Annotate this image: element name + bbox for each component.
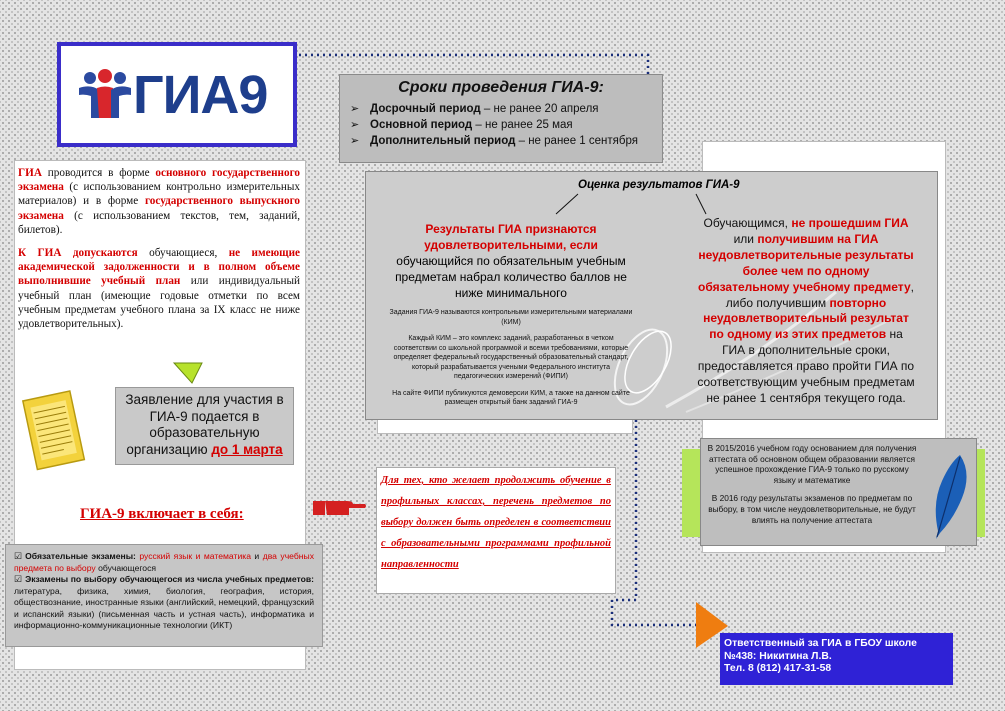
exams-mandatory [14,551,314,574]
feather-icon [922,453,972,543]
profile-text: Для тех, кто желает продолжить обучение в профильных классах, перечень предметов по выбору должен быть определен в соответствии с образовательными программами профильной направленности [381,475,611,570]
statement-box [115,387,294,465]
elective-list: литература, физика, химия, биология, география, история, обществознание, иностранные языки (английский, немецкий, французский и испанский языки) (письменная часть и устная часть), информатика и информационно-коммуникационные технологии (ИКТ) [14,585,314,630]
deadline-value: – не ранее 1 сентября [515,135,638,147]
mandatory-choice: два учебных предмета по выбору [14,551,314,573]
deadline-label: Основной период [370,119,473,131]
profile-classes-box [376,467,616,594]
arrow-icon: ➢ [350,135,360,147]
pointing-hand-icon [313,495,367,519]
deadline-label: Дополнительный период [370,135,516,147]
evaluation-title: Оценка результатов ГИА-9 [578,179,740,191]
eval-right-e: , либо получившим [725,279,914,310]
deadline-value: – не ранее 20 апреля [480,103,599,115]
eval-right-c: или [733,231,758,246]
mandatory-and: и [250,551,263,561]
evaluation-small-3: На сайте ФИПИ публикуются демоверсии КИМ, а также на данном сайте размещен открытый банк заданий ГИА-9 [392,389,630,406]
intro-paragraph-2 [18,246,300,331]
note-text-1: В 2015/2016 учебном году основанием для получения аттестата об основном общем образовании является успешное прохождение ГИА-9 только по русскому языку и математике [707,443,917,485]
arrow-icon: ➢ [350,119,360,131]
intro-text-3: (с использованием текстов, тем, заданий, билетов). [18,209,300,236]
mandatory-end: обучающегося [95,562,157,573]
eval-right-f: повторно неудовлетворительный результат по одному из этих предметов [703,295,909,342]
gia9-logo [57,42,297,147]
evaluation-small-1: Задания ГИА-9 называются контрольными измерительными материалами (КИМ) [389,309,633,326]
statement-deadline: до 1 марта [211,441,283,457]
eval-right-a: Обучающимся, [703,216,792,230]
document-icon [20,387,90,477]
deadlines-title: Сроки проведения ГИА-9: [398,79,604,96]
note-box [700,438,977,546]
intro-admission: К ГИА допускаются [18,247,138,260]
intro-gve: государственного выпускного экзамена [18,195,300,222]
mandatory-subjects: русский язык и математика [135,551,251,561]
arrow-icon: ➢ [350,103,360,115]
exams-elective [14,574,314,632]
evaluation-left-main [388,221,634,301]
evaluation-left-red: Результаты ГИА признаются удовлетворительными, если [424,222,598,252]
contact-line-2: №438: Никитина Л.В. [724,650,832,662]
statement-text: Заявление для участия в ГИА-9 подается в образовательную организацию [125,392,284,457]
eval-right-d: получившим на ГИА неудовлетворительные результаты более чем по одному обязательному учебному предмету [698,231,914,294]
intro-paragraph-1 [18,166,300,237]
evaluation-right [696,216,916,407]
intro-text-1: проводится в форме [41,167,156,179]
intro-text-4: обучающиеся, [137,247,229,260]
exams-box [5,544,323,647]
eval-right-g: на ГИА в дополнительные сроки, предоставляется право пройти ГИА по соответствующим учебным предметам не ранее 1 сентября текущего года. [697,327,915,405]
intro-text [18,166,300,340]
intro-condition: не имеющие академической задолженности и в полном объеме выполнившие учебный план [18,247,300,288]
deadline-value: – не ранее 25 мая [472,119,573,131]
intro-text-2: (с использованием контрольно измерительных материалов) и в форме [18,181,300,208]
gia-includes-title: ГИА-9 включает в себя: [80,506,244,522]
note-text-2: В 2016 году результаты экзаменов по предметам по выбору, в том числе неудовлетворительные, не будут влиять на получение аттестата [708,493,916,525]
deadline-additional [350,133,652,149]
evaluation-left [388,221,634,408]
checkbox-icon: ☑ [14,551,23,561]
logo-figure-icon [77,68,133,120]
deadline-label: Досрочный период [370,103,481,115]
checkbox-icon: ☑ [14,574,23,584]
evaluation-small-2: Каждый КИМ – это комплекс заданий, разработанных в четком соответствии со школьной программой и всеми требованиями, которые определяет федеральный государственный образовательный стандарт, который разрабатывается учеными Федерального института педагогических измерений (ФИПИ) [393,335,629,380]
contact-line-1: Ответственный за ГИА в ГБОУ школе [724,638,917,649]
deadlines-box [339,74,663,163]
mandatory-label: Обязательные экзамены: [25,551,136,561]
evaluation-left-text: обучающийся по обязательным учебным предметам набрал количество баллов не ниже минимального [395,254,627,300]
intro-oge: основного государственного экзамена [18,167,300,194]
logo-text: ГИА9 [133,65,268,125]
intro-gia: ГИА [18,167,42,179]
elective-label: Экзамены по выбору обучающегося из числа учебных предметов: [25,574,314,584]
intro-text-5: или индивидуальный учебный план (имеющие годовые отметки по всем учебным предметам учебного плана за IX класс не ниже удовлетворительных). [18,275,301,331]
deadline-early [350,101,652,117]
green-triangle-icon [172,361,204,385]
eval-right-b: не прошедшим ГИА [791,216,909,230]
contact-box [720,633,953,685]
contact-line-3: Тел. 8 (812) 417-31-58 [724,663,832,674]
deadline-main [350,117,652,133]
